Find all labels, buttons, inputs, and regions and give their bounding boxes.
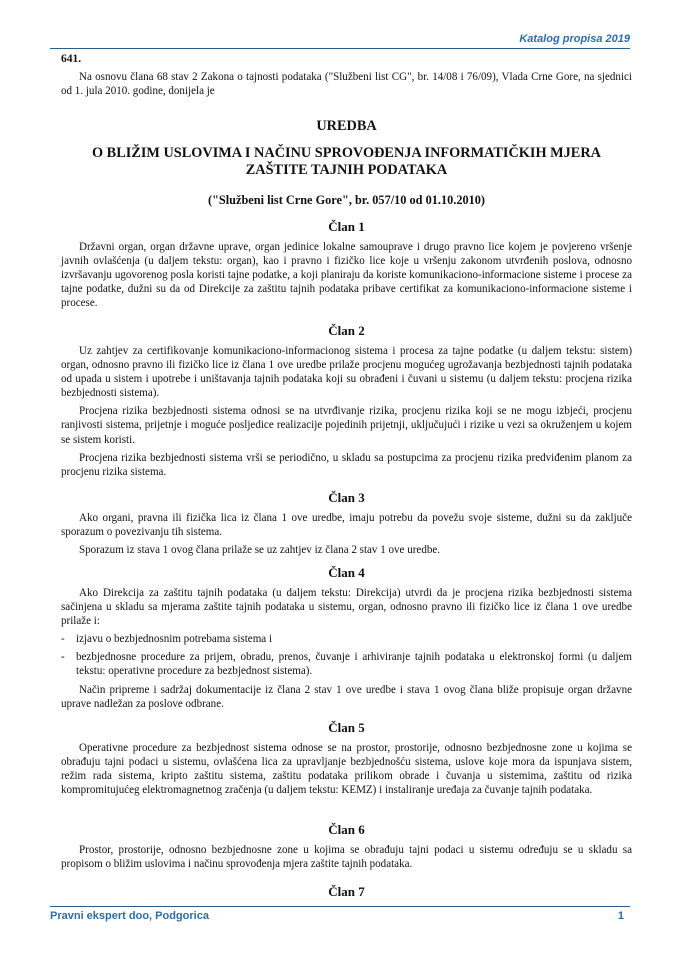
article-paragraph: Državni organ, organ državne uprave, organ jedinice lokalne samouprave i drugo pravno lice kojem je povjereno vršenje javnih ovlašćenja (u daljem tekstu: organ), kao i pravno i fizičko lice koje u vršenju zakonom utvrđenih poslova, odnosno izvršavanju ugovorenog posla koristi tajne podatke, a koji planiraju da koriste komunikaciono-informacione sisteme i procese za tajne podatke, dužni su da od Direkcije za zaštitu tajnih podataka pribave certifikat za komunikaciono-informacione sisteme i procese.	[61, 241, 632, 310]
article-heading: Član 6	[328, 822, 365, 837]
article-paragraph: Prostor, prostorije, odnosno bezbjednosne zone u kojima se obrađuju tajni podaci u sistemu određuju se u skladu sa propisom o bližim uslovima i načinu sprovođenja mjera zaštite tajnih podataka.	[61, 844, 632, 871]
article-heading: Član 7	[328, 884, 365, 899]
article-6-body	[61, 843, 632, 871]
bullet-item	[61, 650, 632, 678]
article-paragraph: Operativne procedure za bezbjednost sistema odnose se na prostor, prostorije, odnosno bezbjednosne zone u kojima se obrađuju tajni podaci u sistemu, ovlašćena lica za upravljanje bezbjednošću sistema, uslove koje mora da ispunjava sistem, režim rada sistema, kripto zaštitu sistema, zaštitu podataka prilikom obrade i čuvanja u sistemima, zaštitu od rizika kompromitujućeg elektromagnetnog zračenja (u daljem tekstu: KEMZ) i instaliranje uređaja za čuvanje tajnih podataka.	[61, 742, 632, 797]
article-heading: Član 3	[328, 490, 365, 505]
article-1-body	[61, 240, 632, 310]
bullet-dash: -	[61, 651, 65, 664]
article-paragraph: Ako Direkcija za zaštitu tajnih podataka (u daljem tekstu: Direkcija) utvrdi da je procjena rizika bezbjednosti sistema sačinjena u skladu sa mjerama zaštite tajnih podataka u sistemu, organ, odnosno pravno ili fizičko lice iz člana 1 ove uredbe prilaže i:	[61, 587, 632, 628]
header-title: Katalog propisa 2019	[519, 33, 630, 45]
footer-publisher: Pravni ekspert doo, Podgorica	[50, 910, 209, 922]
article-heading: Član 5	[328, 720, 365, 735]
article-2-body	[61, 344, 632, 479]
article-heading: Član 1	[328, 219, 365, 234]
intro-paragraph: Na osnovu člana 68 stav 2 Zakona o tajnosti podataka ("Službeni list CG", br. 14/08 i 76/09), Vlada Crne Gore, na sjednici od 1. jula 2010. godine, donijela je	[61, 71, 632, 98]
document-number: 641.	[61, 53, 82, 65]
article-paragraph: Sporazum iz stava 1 ovog člana prilaže se uz zahtjev iz člana 2 stav 1 ove uredbe.	[79, 544, 441, 557]
article-paragraph: Ako organi, pravna ili fizička lica iz člana 1 ove uredbe, imaju potrebu da povežu svoje sisteme, dužni su da zaključe sporazum o povezivanju tih sistema.	[61, 512, 632, 539]
article-paragraph: Način pripreme i sadržaj dokumentacije iz člana 2 stav 1 ove uredbe i stava 1 ovog člana bliže propisuje organ državne uprave nadležan za poslove odbrane.	[61, 683, 632, 710]
article-heading: Član 2	[328, 323, 365, 338]
page-number: 1	[617, 910, 624, 922]
article-paragraph: Procjena rizika bezbjednosti sistema vrši se periodično, u skladu sa postupcima za procjenu rizika predviđenim planom za procjenu rizika sistema.	[61, 451, 632, 478]
article-5-body	[61, 741, 632, 797]
page-footer	[50, 906, 630, 927]
article-paragraph: Procjena rizika bezbjednosti sistema odnosi se na utvrđivanje rizika, procjenu rizika koji se ne mogu izbjeći, procjenu ranjivosti sistema, prijetnje i moguće posljedice realizacije pojedinih prijetnji, uključujući i rizike u vezi sa okruženjem u kojem se sistem koristi.	[61, 405, 632, 446]
article-4-body	[61, 586, 632, 711]
article-heading: Član 4	[328, 565, 365, 580]
gazette-reference: ("Službeni list Crne Gore", br. 057/10 od 01.10.2010)	[207, 193, 486, 207]
document-title: UREDBA	[316, 118, 377, 134]
bullet-dash: -	[61, 633, 65, 646]
article-3-body	[61, 511, 632, 557]
bullet-text: bezbjednosne procedure za prijem, obradu, prenos, čuvanje i arhiviranje tajnih podataka u elektronskoj formi (u daljem tekstu: operativne procedure za bezbjednost sistema).	[76, 651, 632, 678]
document-subtitle: O BLIŽIM USLOVIMA I NAČINU SPROVOĐENJA INFORMATIČKIH MJERA ZAŠTITE TAJNIH PODATAKA	[91, 145, 601, 178]
bullet-text: izjavu o bezbjednosnim potrebama sistema i	[76, 633, 273, 646]
bullet-item	[61, 632, 632, 646]
article-paragraph: Uz zahtjev za certifikovanje komunikaciono-informacionog sistema i procesa za tajne podatke (u daljem tekstu: sistem) organ, odnosno pravno ili fizičko lice iz člana 1 ove uredbe prilaže procjenu mogućeg ugrožavanja bezbjednosti tajnih podataka od upada u sistem i upotrebe i uništavanja tajnih podataka koji su obrađeni i čuvani u sistemu (u daljem tekstu: procjena rizika bezbjednosti sistema).	[61, 345, 632, 400]
page-header	[50, 34, 630, 49]
